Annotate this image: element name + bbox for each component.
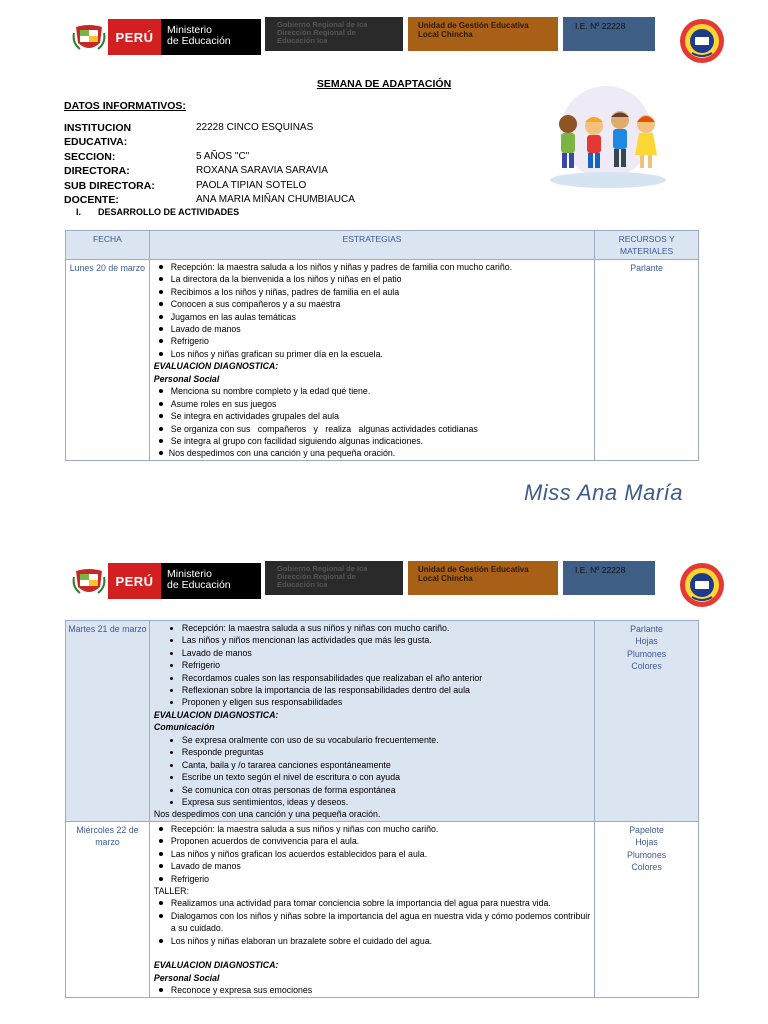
info-row: SECCION: 5 AÑOS "C" xyxy=(64,150,250,163)
datos-informativos-heading: DATOS INFORMATIVOS: xyxy=(64,100,186,112)
resources-cell: Papelote Hojas Plumones Colores xyxy=(595,821,699,997)
list-item: Recepción: la maestra saluda a sus niños y niñas con mucho cariño. xyxy=(150,823,594,835)
col-header-recursos: RECURSOS Y MATERIALES xyxy=(595,231,699,260)
peru-logo: PERÚ xyxy=(108,19,161,55)
info-row: DIRECTORA: ROXANA SARAVIA SARAVIA xyxy=(64,165,328,178)
signature: Miss Ana María xyxy=(524,480,684,505)
activities-table-2 xyxy=(65,620,699,998)
resources-cell: Parlante xyxy=(595,260,699,461)
section-heading: I. DESARROLLO DE ACTIVIDADES xyxy=(76,207,240,217)
strategies-cell xyxy=(149,621,594,822)
peru-logo: PERÚ xyxy=(108,563,161,599)
list-item: Se organiza con sus compañeros y realiza algunas actividades cotidianas xyxy=(150,423,594,435)
date-cell: Martes 21 de marzo xyxy=(66,621,150,822)
strategies-cell xyxy=(149,821,594,997)
list-item: Reconoce y expresa sus emociones xyxy=(150,984,594,996)
list-item: Refrigerio xyxy=(150,873,594,885)
peru-coat-of-arms-icon xyxy=(72,567,106,597)
ie-number-banner: I.E. Nº 22228 xyxy=(563,17,655,51)
list-item: Expresa sus sentimientos, ideas y deseos. xyxy=(150,796,594,808)
list-item: Jugamos en las aulas temáticas xyxy=(150,311,594,323)
peru-coat-of-arms-icon xyxy=(72,23,106,53)
list-item: Refrigerio xyxy=(150,659,594,671)
school-badge-icon xyxy=(678,17,726,65)
info-row: SUB DIRECTORA: PAOLA TIPIAN SOTELO xyxy=(64,179,307,192)
ugel-banner: Unidad de Gestión Educativa Local Chincha xyxy=(408,17,558,51)
list-item: Refrigerio xyxy=(150,335,594,347)
list-item: Se integra en actividades grupales del aula xyxy=(150,410,594,422)
eval-label: EVALUACION DIAGNOSTICA: xyxy=(153,959,279,970)
list-item: Los niños y niñas elaboran un brazalete sobre el cuidado del agua. xyxy=(150,935,590,947)
activities-table-1 xyxy=(65,230,699,461)
strategies-cell xyxy=(149,260,594,461)
list-item: Reflexionan sobre la importancia de las responsabilidades dentro del aula xyxy=(150,684,594,696)
list-item: Se expresa oralmente con uso de su vocabulario frecuentemente. xyxy=(150,734,594,746)
ie-number-banner: I.E. Nº 22228 xyxy=(563,561,655,595)
col-header-fecha: FECHA xyxy=(66,231,150,260)
list-item: Escribe un texto según el nivel de escritura o con ayuda xyxy=(150,771,594,783)
list-item: Nos despedimos con una canción y una pequeña oración. xyxy=(150,447,594,459)
page-header-2 xyxy=(0,561,768,613)
gobierno-regional-banner: Gobierno Regional de Ica Dirección Regional de Educación Ica xyxy=(265,17,403,51)
list-item: Los niños y niñas grafican su primer día en la escuela. xyxy=(150,348,594,360)
list-item: Se integra al grupo con facilidad siguiendo algunas indicaciones. xyxy=(150,435,594,447)
eval-label: EVALUACION DIAGNOSTICA: xyxy=(153,361,279,372)
area-label: Personal Social xyxy=(153,373,220,384)
page-title: SEMANA DE ADAPTACIÓN xyxy=(316,78,452,90)
list-item: Recordamos cuales son las responsabilidades que realizaban el año anterior xyxy=(150,672,594,684)
col-header-estrategias: ESTRATEGIAS xyxy=(149,231,594,260)
page-header-1 xyxy=(0,17,768,69)
list-item: Conocen a sus compañeros y a su maestra xyxy=(150,298,594,310)
children-illustration xyxy=(546,80,676,190)
area-label: Comunicación xyxy=(153,722,215,733)
school-badge-icon xyxy=(678,561,726,609)
info-row: INSTITUCION EDUCATIVA: 22228 CINCO ESQUINAS xyxy=(64,122,314,149)
list-item: Realizamos una actividad para tomar conciencia sobre la importancia del agua para nuestra vida. xyxy=(150,897,590,909)
list-item: Se comunica con otras personas de forma espontánea xyxy=(150,784,594,796)
list-item: Proponen acuerdos de convivencia para el aula. xyxy=(150,835,594,847)
table-row xyxy=(66,821,699,997)
list-item: Lavado de manos xyxy=(150,323,594,335)
list-item: Las niños y niños mencionan las actividades que más les gusta. xyxy=(150,634,594,646)
table-row xyxy=(66,621,699,822)
list-item: La directora da la bienvenida a los niños y niñas en el patio xyxy=(150,273,594,285)
eval-label: EVALUACION DIAGNOSTICA: xyxy=(153,709,279,720)
closing-text: Nos despedimos con una canción y una pequeña oración. xyxy=(153,809,381,820)
area-label: Personal Social xyxy=(153,972,220,983)
list-item: Recibimos a los niños y niñas, padres de familia en el aula xyxy=(150,286,594,298)
resources-cell: Parlante Hojas Plumones Colores xyxy=(595,621,699,822)
gobierno-regional-banner: Gobierno Regional de Ica Dirección Regional de Educación Ica xyxy=(265,561,403,595)
datos-informativos xyxy=(64,121,355,207)
list-item: Lavado de manos xyxy=(150,860,594,872)
list-item: Canta, baila y /o tararea canciones espontáneamente xyxy=(150,759,594,771)
ministerio-logo: Ministerio de Educación xyxy=(161,19,261,55)
list-item: Recepción: la maestra saluda a sus niños y niñas con mucho cariño. xyxy=(150,622,594,634)
taller-label: TALLER: xyxy=(153,885,189,896)
list-item: Las niños y niños grafican los acuerdos establecidos para el aula. xyxy=(150,848,594,860)
table-row xyxy=(66,260,699,461)
ugel-banner: Unidad de Gestión Educativa Local Chincha xyxy=(408,561,558,595)
list-item: Dialogamos con los niños y niñas sobre la importancia del agua en nuestra vida y cómo podemos contribuir a su cuidado. xyxy=(150,910,590,935)
list-item: Lavado de manos xyxy=(150,647,594,659)
ministerio-logo: Ministerio de Educación xyxy=(161,563,261,599)
date-cell: Lunes 20 de marzo xyxy=(66,260,150,461)
list-item: Recepción: la maestra saluda a los niños y niñas y padres de familia con mucho cariño. xyxy=(150,261,594,273)
info-row: DOCENTE: ANA MARIA MIÑAN CHUMBIAUCA xyxy=(64,194,355,207)
list-item: Proponen y eligen sus responsabilidades xyxy=(150,696,594,708)
date-cell: Miércoles 22 de marzo xyxy=(66,821,150,997)
list-item: Responde preguntas xyxy=(150,746,594,758)
list-item: Menciona su nombre completo y la edad qué tiene. xyxy=(150,385,594,397)
list-item: Asume roles en sus juegos xyxy=(150,398,594,410)
